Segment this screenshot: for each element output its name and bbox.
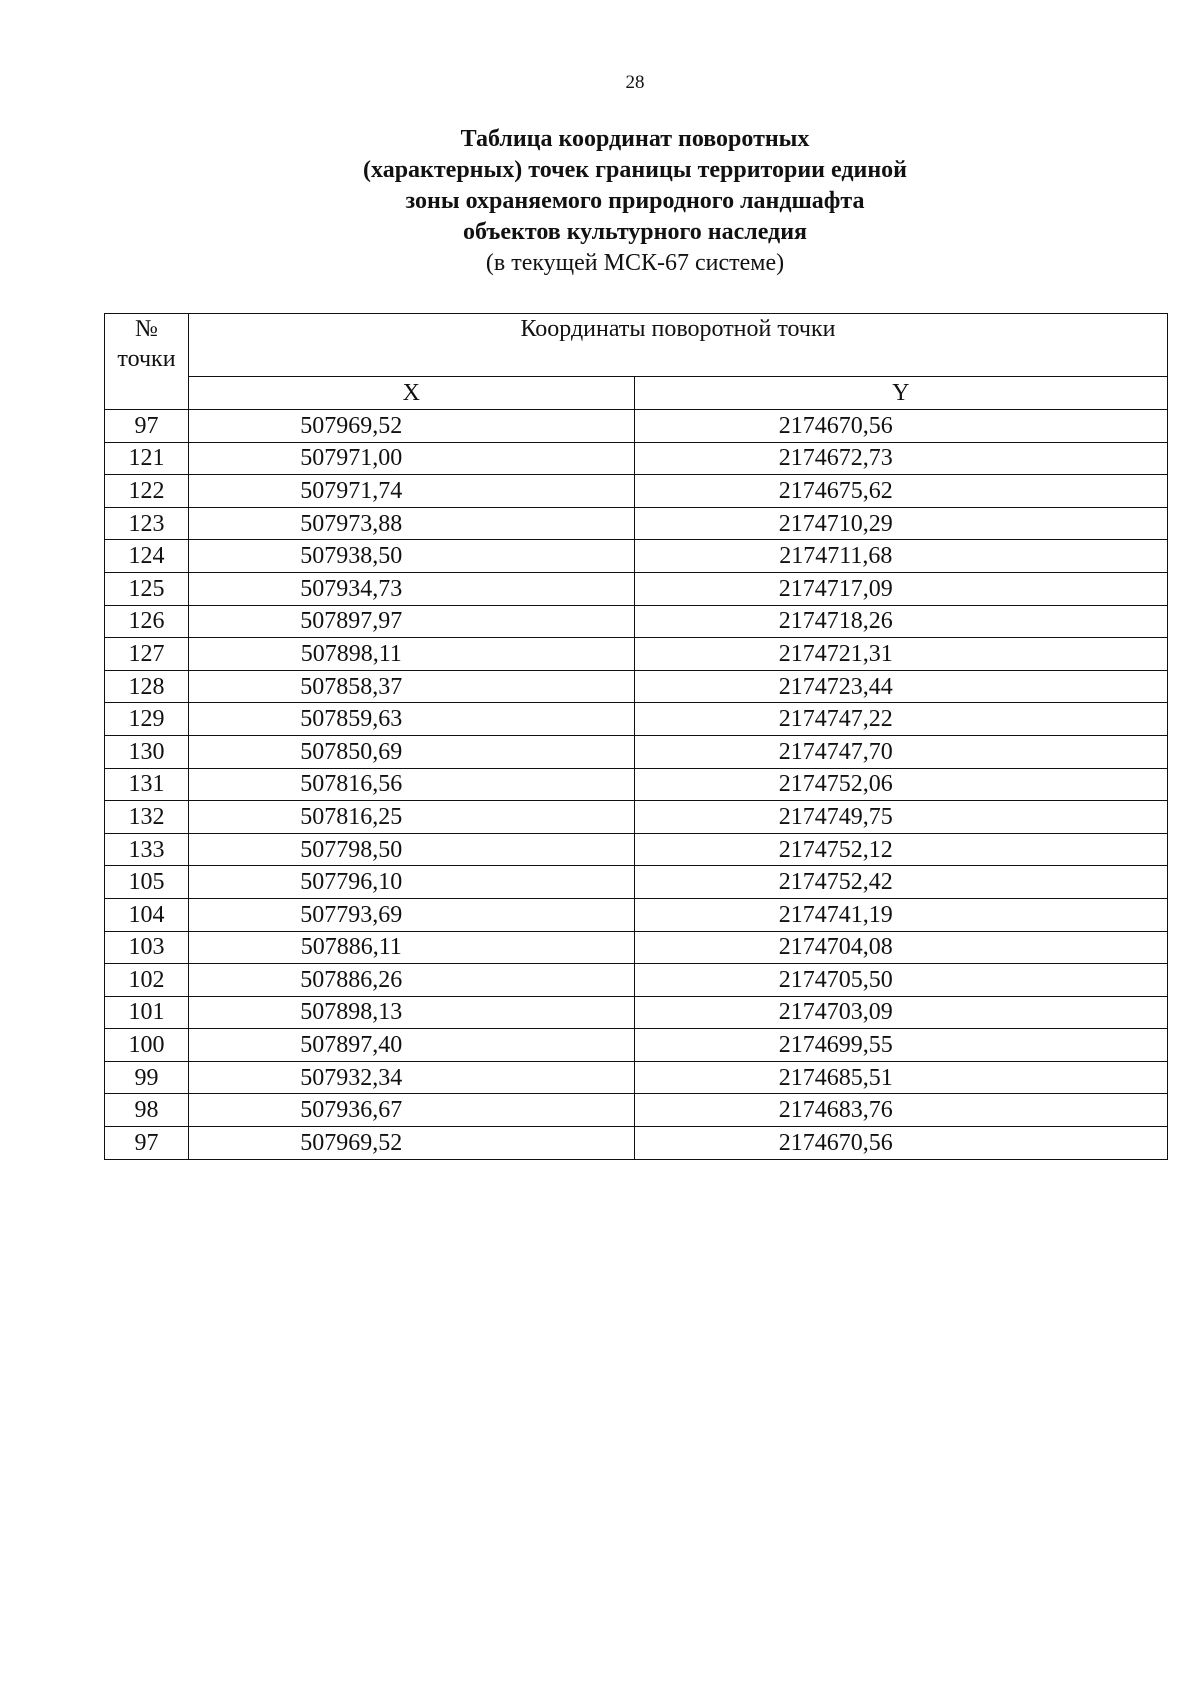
- point-number-cell: 97: [105, 410, 189, 443]
- point-number-cell: 124: [105, 540, 189, 573]
- x-coordinate-cell: 507898,13: [188, 996, 634, 1029]
- point-number-cell: 125: [105, 572, 189, 605]
- y-coordinate-cell: 2174670,56: [634, 1127, 1167, 1160]
- table-row: [105, 442, 1168, 475]
- point-number-cell: 99: [105, 1061, 189, 1094]
- y-coordinate-cell: 2174749,75: [634, 801, 1167, 834]
- point-number-cell: 100: [105, 1029, 189, 1062]
- x-coordinate-cell: 507936,67: [188, 1094, 634, 1127]
- x-coordinate-cell: 507850,69: [188, 735, 634, 768]
- table-row: [105, 1061, 1168, 1094]
- y-coordinate-cell: 2174718,26: [634, 605, 1167, 638]
- header-num-symbol: №: [135, 316, 158, 342]
- table-row: [105, 670, 1168, 703]
- table-row: [105, 1127, 1168, 1160]
- y-coordinate-cell: 2174685,51: [634, 1061, 1167, 1094]
- x-coordinate-cell: 507938,50: [188, 540, 634, 573]
- y-coordinate-cell: 2174741,19: [634, 898, 1167, 931]
- y-coordinate-cell: 2174717,09: [634, 572, 1167, 605]
- point-number-cell: 105: [105, 866, 189, 899]
- x-coordinate-cell: 507932,34: [188, 1061, 634, 1094]
- table-row: [105, 964, 1168, 997]
- y-coordinate-cell: 2174705,50: [634, 964, 1167, 997]
- point-number-cell: 130: [105, 735, 189, 768]
- header-y: Y: [634, 377, 1167, 410]
- point-number-cell: 104: [105, 898, 189, 931]
- title-line: объектов культурного наследия: [462, 219, 808, 245]
- table-row: [105, 866, 1168, 899]
- y-coordinate-cell: 2174703,09: [634, 996, 1167, 1029]
- header-num-label: точки: [117, 346, 176, 372]
- header-coordinates: Координаты поворотной точки: [188, 314, 1167, 377]
- x-coordinate-cell: 507971,00: [188, 442, 634, 475]
- table-row: [105, 931, 1168, 964]
- coordinates-table: [104, 313, 1168, 1160]
- y-coordinate-cell: 2174723,44: [634, 670, 1167, 703]
- x-coordinate-cell: 507897,97: [188, 605, 634, 638]
- point-number-cell: 128: [105, 670, 189, 703]
- table-row: [105, 833, 1168, 866]
- x-coordinate-cell: 507859,63: [188, 703, 634, 736]
- y-coordinate-cell: 2174710,29: [634, 507, 1167, 540]
- x-coordinate-cell: 507886,26: [188, 964, 634, 997]
- x-coordinate-cell: 507898,11: [188, 638, 634, 671]
- y-coordinate-cell: 2174747,70: [634, 735, 1167, 768]
- table-row: [105, 540, 1168, 573]
- x-coordinate-cell: 507897,40: [188, 1029, 634, 1062]
- point-number-cell: 122: [105, 475, 189, 508]
- table-row: [105, 768, 1168, 801]
- title-line: (характерных) точек границы территории единой: [363, 157, 907, 183]
- x-coordinate-cell: 507858,37: [188, 670, 634, 703]
- header-x: X: [188, 377, 634, 410]
- x-coordinate-cell: 507973,88: [188, 507, 634, 540]
- y-coordinate-cell: 2174752,06: [634, 768, 1167, 801]
- table-row: [105, 703, 1168, 736]
- table-header-row: [105, 314, 1168, 377]
- table-row: [105, 1029, 1168, 1062]
- point-number-cell: 131: [105, 768, 189, 801]
- y-coordinate-cell: 2174747,22: [634, 703, 1167, 736]
- y-coordinate-cell: 2174721,31: [634, 638, 1167, 671]
- y-coordinate-cell: 2174670,56: [634, 410, 1167, 443]
- coordinate-system-subtitle: (в текущей МСК-67 системе): [485, 250, 785, 276]
- y-coordinate-cell: 2174672,73: [634, 442, 1167, 475]
- table-row: [105, 735, 1168, 768]
- x-coordinate-cell: 507793,69: [188, 898, 634, 931]
- table-row: [105, 410, 1168, 443]
- point-number-cell: 97: [105, 1127, 189, 1160]
- table-row: [105, 572, 1168, 605]
- y-coordinate-cell: 2174683,76: [634, 1094, 1167, 1127]
- point-number-cell: 101: [105, 996, 189, 1029]
- point-number-cell: 133: [105, 833, 189, 866]
- document-title: [0, 124, 1200, 279]
- point-number-cell: 132: [105, 801, 189, 834]
- point-number-cell: 98: [105, 1094, 189, 1127]
- table-row: [105, 638, 1168, 671]
- y-coordinate-cell: 2174704,08: [634, 931, 1167, 964]
- x-coordinate-cell: 507886,11: [188, 931, 634, 964]
- header-point-number: [105, 314, 189, 410]
- title-line: Таблица координат поворотных: [460, 126, 810, 152]
- x-coordinate-cell: 507934,73: [188, 572, 634, 605]
- x-coordinate-cell: 507969,52: [188, 1127, 634, 1160]
- table-row: [105, 898, 1168, 931]
- point-number-cell: 123: [105, 507, 189, 540]
- point-number-cell: 127: [105, 638, 189, 671]
- x-coordinate-cell: 507969,52: [188, 410, 634, 443]
- point-number-cell: 129: [105, 703, 189, 736]
- table-row: [105, 996, 1168, 1029]
- y-coordinate-cell: 2174711,68: [634, 540, 1167, 573]
- point-number-cell: 102: [105, 964, 189, 997]
- table-body: [105, 410, 1168, 1160]
- point-number-cell: 103: [105, 931, 189, 964]
- x-coordinate-cell: 507971,74: [188, 475, 634, 508]
- y-coordinate-cell: 2174699,55: [634, 1029, 1167, 1062]
- table-row: [105, 1094, 1168, 1127]
- y-coordinate-cell: 2174752,42: [634, 866, 1167, 899]
- page-number: 28: [625, 72, 645, 93]
- point-number-cell: 126: [105, 605, 189, 638]
- point-number-cell: 121: [105, 442, 189, 475]
- x-coordinate-cell: 507816,56: [188, 768, 634, 801]
- table-row: [105, 801, 1168, 834]
- x-coordinate-cell: 507796,10: [188, 866, 634, 899]
- x-coordinate-cell: 507816,25: [188, 801, 634, 834]
- title-line: зоны охраняемого природного ландшафта: [405, 188, 865, 214]
- y-coordinate-cell: 2174752,12: [634, 833, 1167, 866]
- table-subheader-row: [105, 377, 1168, 410]
- table-row: [105, 475, 1168, 508]
- x-coordinate-cell: 507798,50: [188, 833, 634, 866]
- table-row: [105, 605, 1168, 638]
- table-row: [105, 507, 1168, 540]
- y-coordinate-cell: 2174675,62: [634, 475, 1167, 508]
